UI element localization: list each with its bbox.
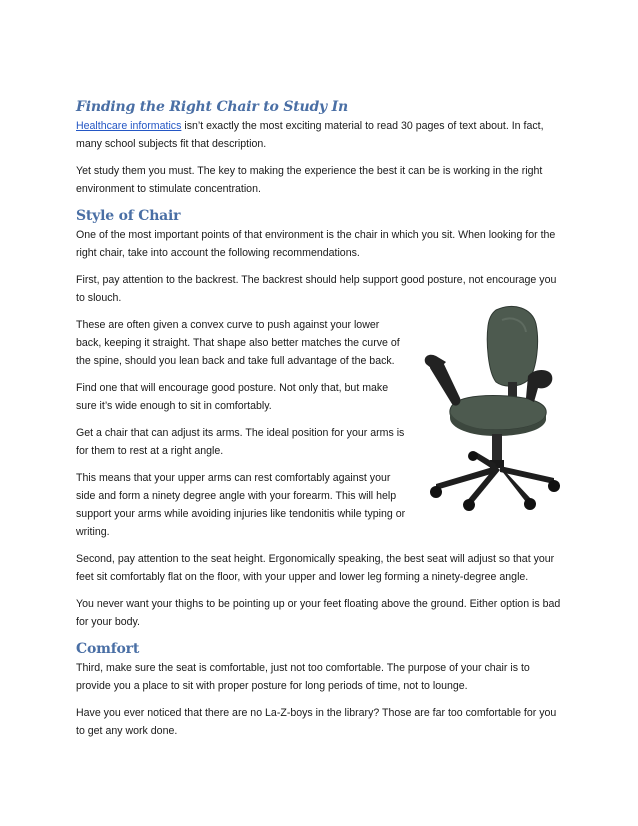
paragraph-good-posture: Find one that will encourage good posture. Not only that, but make sure it’s wide enough to sit in comfortably. (76, 382, 389, 412)
page-title: Finding the Right Chair to Study In (76, 99, 348, 115)
chair-right-armrest (526, 370, 552, 402)
heading-comfort: Comfort (76, 641, 140, 657)
paragraph-seat-height: Second, pay attention to the seat height. Ergonomically speaking, the best seat will adjust so that your feet sit comfortably flat on the floor, with your upper and lower leg forming a ninety-degree angle. (76, 553, 555, 583)
paragraph-thighs: You never want your thighs to be pointing up or your feet floating above the ground. Either option is bad for your body. (76, 598, 561, 628)
paragraph-study: Yet study them you must. The key to making the experience the best it can be is working in the right environment to stimulate concentration. (76, 165, 543, 195)
paragraph-convex-curve: These are often given a convex curve to push against your lower back, keeping it straight. That shape also better matches the curve of the spine, should you lean back and take full advantage of the back. (76, 319, 400, 367)
paragraph-la-z-boys: Have you ever noticed that there are no La-Z-boys in the library? Those are far too comfortable for you to get any work done. (76, 707, 557, 737)
office-chair-illustration (416, 302, 566, 512)
office-chair-image (416, 302, 566, 512)
intro-text: isn’t exactly the most exciting material to read 30 pages of text about. In fact, many school subjects fit that description. (76, 120, 544, 150)
paragraph-adjust-arms: Get a chair that can adjust its arms. The ideal position for your arms is for them to rest at a right angle. (76, 427, 405, 457)
paragraph-upper-arms: This means that your upper arms can rest comfortably against your side and form a ninety degree angle with your forearm. This will help support your arms while avoiding injuries like tendonitis while typing or writing. (76, 472, 406, 538)
paragraph-seat-comfortable: Third, make sure the seat is comfortable, just not too comfortable. The purpose of your chair is to provide you a place to sit with proper posture for long periods of time, not to lounge. (76, 662, 530, 692)
intro-paragraph (76, 117, 564, 153)
heading-style-of-chair: Style of Chair (76, 208, 181, 224)
paragraph-important-points: One of the most important points of that environment is the chair in which you sit. When looking for the right chair, take into account the following recommendations. (76, 229, 556, 259)
healthcare-informatics-link[interactable]: Healthcare informatics (76, 120, 182, 132)
paragraph-backrest: First, pay attention to the backrest. The backrest should help support good posture, not encourage you to slouch. (76, 274, 557, 304)
